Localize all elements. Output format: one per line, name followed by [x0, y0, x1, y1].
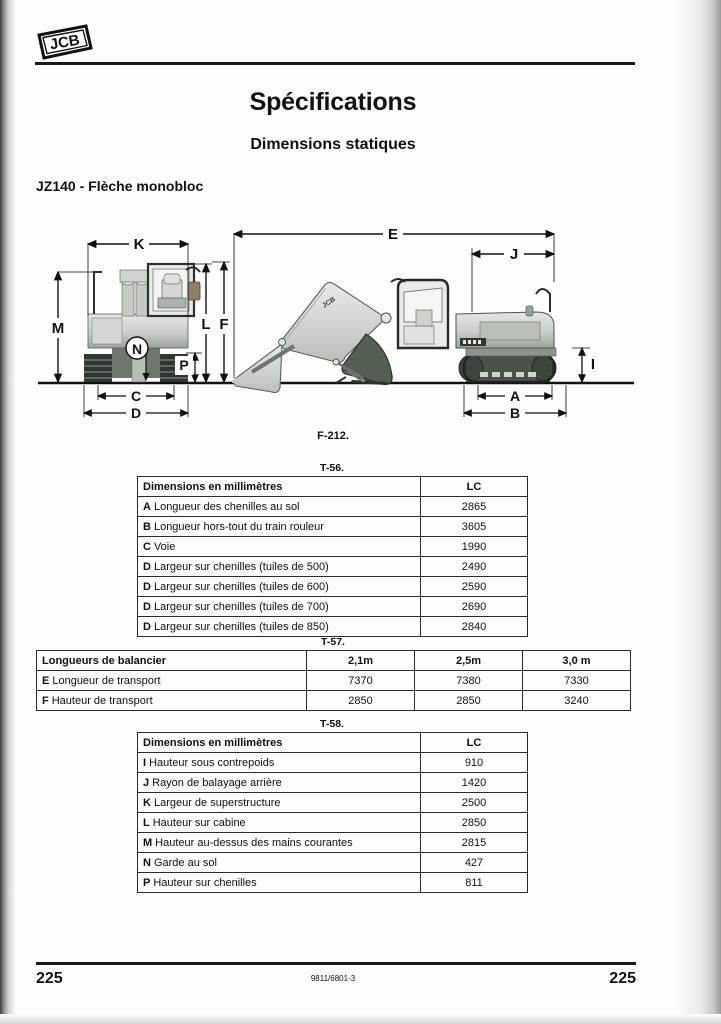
row-description: [138, 537, 421, 557]
dim-label-E: E: [387, 226, 399, 243]
table-row: [138, 617, 528, 637]
row-description: [138, 773, 421, 793]
table-caption-t57: T-57.: [321, 636, 345, 648]
publication-code: 9811/6801-3: [310, 974, 356, 983]
row-label: Hauteur au-dessus des mains courantes: [155, 836, 353, 849]
row-value: 3605: [421, 517, 528, 537]
row-letter: D: [143, 620, 151, 633]
dim-label-A: A: [509, 388, 521, 404]
row-label: Rayon de balayage arrière: [152, 776, 282, 789]
dim-label-K: K: [133, 236, 145, 253]
row-value: 1420: [421, 773, 528, 793]
dim-label-M: M: [51, 320, 65, 337]
figure-caption: F-212.: [317, 430, 349, 442]
dim-label-J: J: [509, 246, 519, 263]
col-header-lc: LC: [421, 477, 528, 497]
row-value: 811: [421, 873, 528, 893]
dim-label-P: P: [179, 357, 189, 373]
row-value: 7330: [523, 671, 631, 691]
page-number-left: 225: [36, 970, 63, 987]
excavator-dimension-figure: [36, 222, 636, 422]
row-description: [138, 873, 421, 893]
col-header-description: Longueurs de balancier: [37, 651, 307, 671]
row-value: 2850: [307, 691, 415, 711]
row-description: [138, 753, 421, 773]
row-value: 1990: [421, 537, 528, 557]
table-header-row: [138, 477, 528, 497]
table-row: [138, 537, 528, 557]
row-value: 2865: [421, 497, 528, 517]
row-letter: B: [143, 520, 151, 533]
table-header-row: [138, 733, 528, 753]
row-letter: D: [143, 600, 151, 613]
table-row: [138, 577, 528, 597]
row-description: [37, 691, 307, 711]
col-header-25m: 2,5m: [415, 651, 523, 671]
row-label: Largeur sur chenilles (tuiles de 850): [153, 620, 329, 633]
row-label: Voie: [153, 540, 176, 553]
table-row: [138, 753, 528, 773]
table-header-row: [37, 651, 631, 671]
table-row: [138, 557, 528, 577]
row-letter: I: [143, 756, 147, 769]
dimensions-table-t56: [137, 476, 528, 637]
row-value: 2590: [421, 577, 528, 597]
row-label: Largeur sur chenilles (tuiles de 700): [153, 600, 329, 613]
table-row: [138, 517, 528, 537]
col-header-description: Dimensions en millimètres: [138, 733, 421, 753]
table-row: [138, 597, 528, 617]
row-value: 2850: [421, 813, 528, 833]
dim-label-L: L: [201, 316, 211, 333]
row-label: Largeur de superstructure: [153, 796, 281, 809]
page-number-right: 225: [609, 970, 636, 987]
row-label: Longueur de transport: [52, 674, 161, 687]
col-header-lc: LC: [421, 733, 528, 753]
table-row: [138, 833, 528, 853]
table-block-t57: [36, 636, 630, 711]
row-letter: A: [143, 500, 151, 513]
dipper-lengths-table-t57: [36, 650, 631, 711]
row-description: [138, 517, 421, 537]
row-letter: F: [42, 694, 49, 707]
scan-edge-right: [675, 0, 721, 1024]
dim-I: [572, 348, 600, 382]
dim-label-B: B: [509, 405, 521, 421]
boom-jcb-mark: JCB: [321, 296, 337, 310]
row-description: [138, 577, 421, 597]
dim-label-F: F: [219, 316, 229, 333]
footer-rule: [36, 962, 636, 965]
row-letter: E: [42, 674, 50, 687]
page-title: Spécifications: [249, 88, 417, 116]
row-letter: P: [143, 876, 151, 889]
table-row: [37, 671, 631, 691]
row-value: 427: [421, 853, 528, 873]
row-letter: C: [143, 540, 151, 553]
table-block-t56: [137, 462, 527, 637]
row-value: 910: [421, 753, 528, 773]
row-description: [138, 853, 421, 873]
col-header-30m: 3,0 m: [523, 651, 631, 671]
scan-edge-bottom: [0, 1014, 721, 1024]
row-label: Hauteur sous contrepoids: [149, 756, 275, 769]
table-row: [138, 773, 528, 793]
dimensions-table-t58: [137, 732, 528, 893]
row-label: Longueur des chenilles au sol: [153, 500, 300, 513]
row-description: [138, 557, 421, 577]
row-label: Largeur sur chenilles (tuiles de 600): [153, 580, 329, 593]
row-label: Hauteur sur chenilles: [153, 876, 257, 889]
row-letter: D: [143, 560, 151, 573]
dim-label-I: I: [590, 356, 596, 373]
table-block-t58: [137, 718, 527, 893]
dim-label-N: N: [131, 341, 143, 357]
row-label: Largeur sur chenilles (tuiles de 500): [153, 560, 329, 573]
row-description: [138, 597, 421, 617]
table-row: [138, 813, 528, 833]
row-letter: D: [143, 580, 151, 593]
row-value: 2690: [421, 597, 528, 617]
row-description: [138, 617, 421, 637]
table-row: [138, 497, 528, 517]
row-description: [138, 497, 421, 517]
col-header-21m: 2,1m: [307, 651, 415, 671]
dim-label-D: D: [130, 405, 142, 421]
table-caption-t56: T-56.: [320, 462, 344, 474]
row-description: [138, 793, 421, 813]
dim-C: [98, 385, 174, 405]
row-label: Garde au sol: [153, 856, 217, 869]
dim-F: [212, 262, 233, 382]
jcb-logo-text: JCB: [48, 31, 81, 54]
model-heading: JZ140 - Flèche monobloc: [36, 178, 204, 194]
dim-A: [478, 385, 552, 405]
table-row: [138, 873, 528, 893]
row-letter: J: [143, 776, 150, 789]
row-letter: N: [143, 856, 151, 869]
row-value: 2490: [421, 557, 528, 577]
jcb-logo: [36, 24, 94, 60]
row-description: [138, 833, 421, 853]
row-value: 2850: [415, 691, 523, 711]
header-rule: [35, 62, 635, 65]
row-letter: M: [143, 836, 153, 849]
side-view: [232, 279, 556, 393]
col-header-description: Dimensions en millimètres: [138, 477, 421, 497]
page-subtitle: Dimensions statiques: [250, 136, 416, 153]
row-description: [138, 813, 421, 833]
row-label: Longueur hors-tout du train rouleur: [153, 520, 324, 533]
row-value: 3240: [523, 691, 631, 711]
row-value: 7370: [307, 671, 415, 691]
row-description: [37, 671, 307, 691]
row-value: 7380: [415, 671, 523, 691]
table-row: [138, 853, 528, 873]
row-label: Hauteur de transport: [51, 694, 153, 707]
row-value: 2500: [421, 793, 528, 813]
table-caption-t58: T-58.: [320, 718, 344, 730]
row-value: 2815: [421, 833, 528, 853]
row-letter: K: [143, 796, 151, 809]
row-value: 2840: [421, 617, 528, 637]
row-label: Hauteur sur cabine: [152, 816, 246, 829]
dim-label-C: C: [130, 388, 142, 404]
table-row: [37, 691, 631, 711]
row-letter: L: [143, 816, 150, 829]
table-row: [138, 793, 528, 813]
dim-J: [472, 244, 554, 312]
